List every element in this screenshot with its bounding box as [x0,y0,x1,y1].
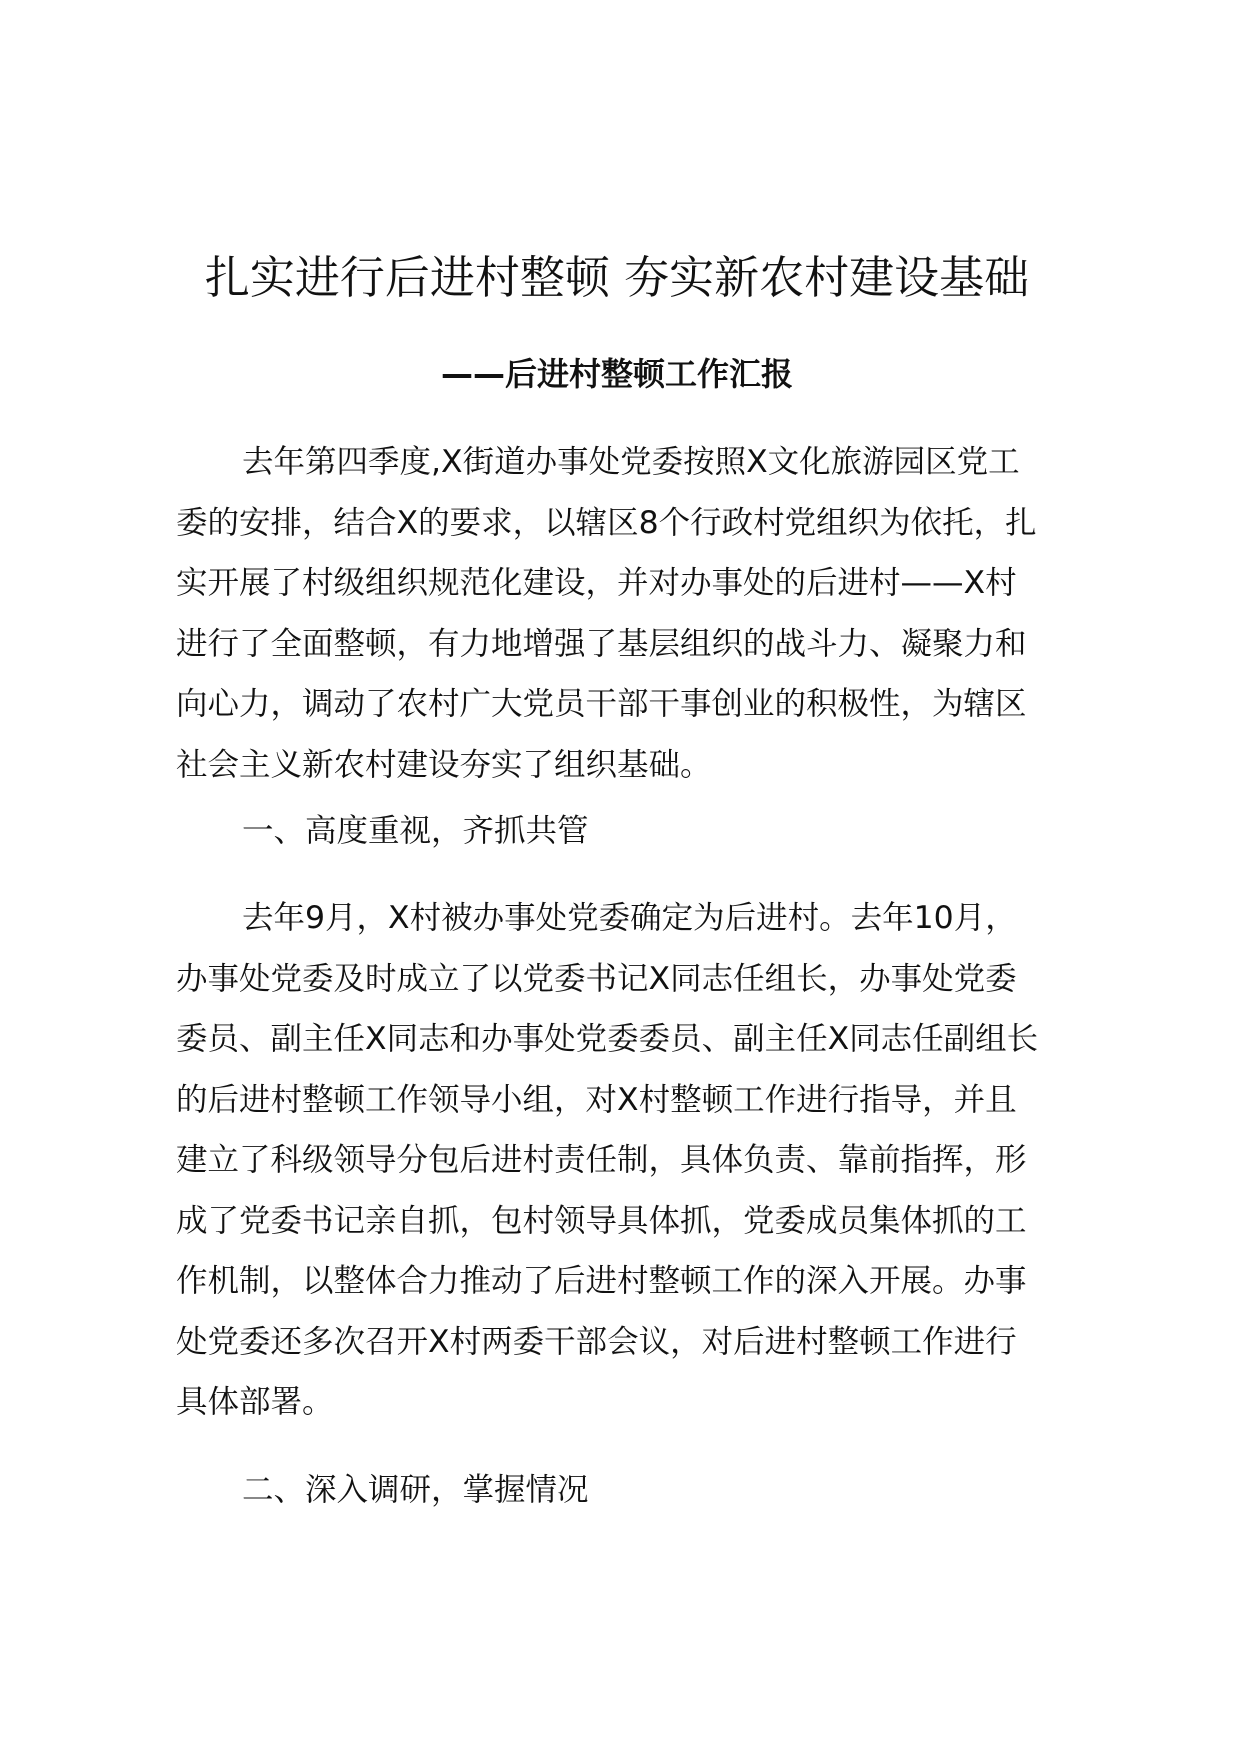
paragraph-line: 成了党委书记亲自抓，包村领导具体抓，党委成员集体抓的工 [176,1202,1027,1239]
paragraph-2 [176,888,1106,1433]
paragraph-line: 具体部署。 [176,1384,334,1420]
document-subtitle: ——后进村整顿工作汇报 [440,355,793,393]
paragraph-line: 的后进村整顿工作领导小组，对X村整顿工作进行指导，并且 [176,1081,1017,1118]
paragraph-line: 向心力，调动了农村广大党员干部干事创业的积极性，为辖区 [176,686,1027,722]
paragraph-line: 进行了全面整顿，有力地增强了基层组织的战斗力、凝聚力和 [176,625,1027,662]
paragraph-line: 委员、副主任X同志和办事处党委委员、副主任X同志任副组长 [176,1021,1039,1057]
section-heading-text: 二、深入调研，掌握情况 [242,1472,589,1508]
section-heading-2 [176,1460,1106,1521]
paragraph-line: 去年第四季度,X街道办事处党委按照X文化旅游园区党工 [242,444,1020,480]
paragraph-line: 实开展了村级组织规范化建设，并对办事处的后进村——X村 [176,565,1017,601]
paragraph-1 [176,432,1106,795]
paragraph-line: 社会主义新农村建设夯实了组织基础。 [176,746,712,783]
paragraph-line: 作机制，以整体合力推动了后进村整顿工作的深入开展。办事 [176,1263,1027,1299]
section-heading-1 [176,801,1106,862]
paragraph-line: 委的安排，结合X的要求，以辖区8个行政村党组织为依托，扎 [176,504,1037,541]
document-title: 扎实进行后进村整顿 夯实新农村建设基础 [204,251,1030,304]
paragraph-line: 办事处党委及时成立了以党委书记X同志任组长，办事处党委 [176,960,1017,997]
paragraph-line: 建立了科级领导分包后进村责任制，具体负责、靠前指挥，形 [176,1142,1027,1178]
paragraph-line: 去年9月，X村被办事处党委确定为后进村。去年10月， [242,900,1017,936]
paragraph-line: 处党委还多次召开X村两委干部会议，对后进村整顿工作进行 [176,1323,1017,1360]
section-heading-text: 一、高度重视，齐抓共管 [242,813,589,849]
